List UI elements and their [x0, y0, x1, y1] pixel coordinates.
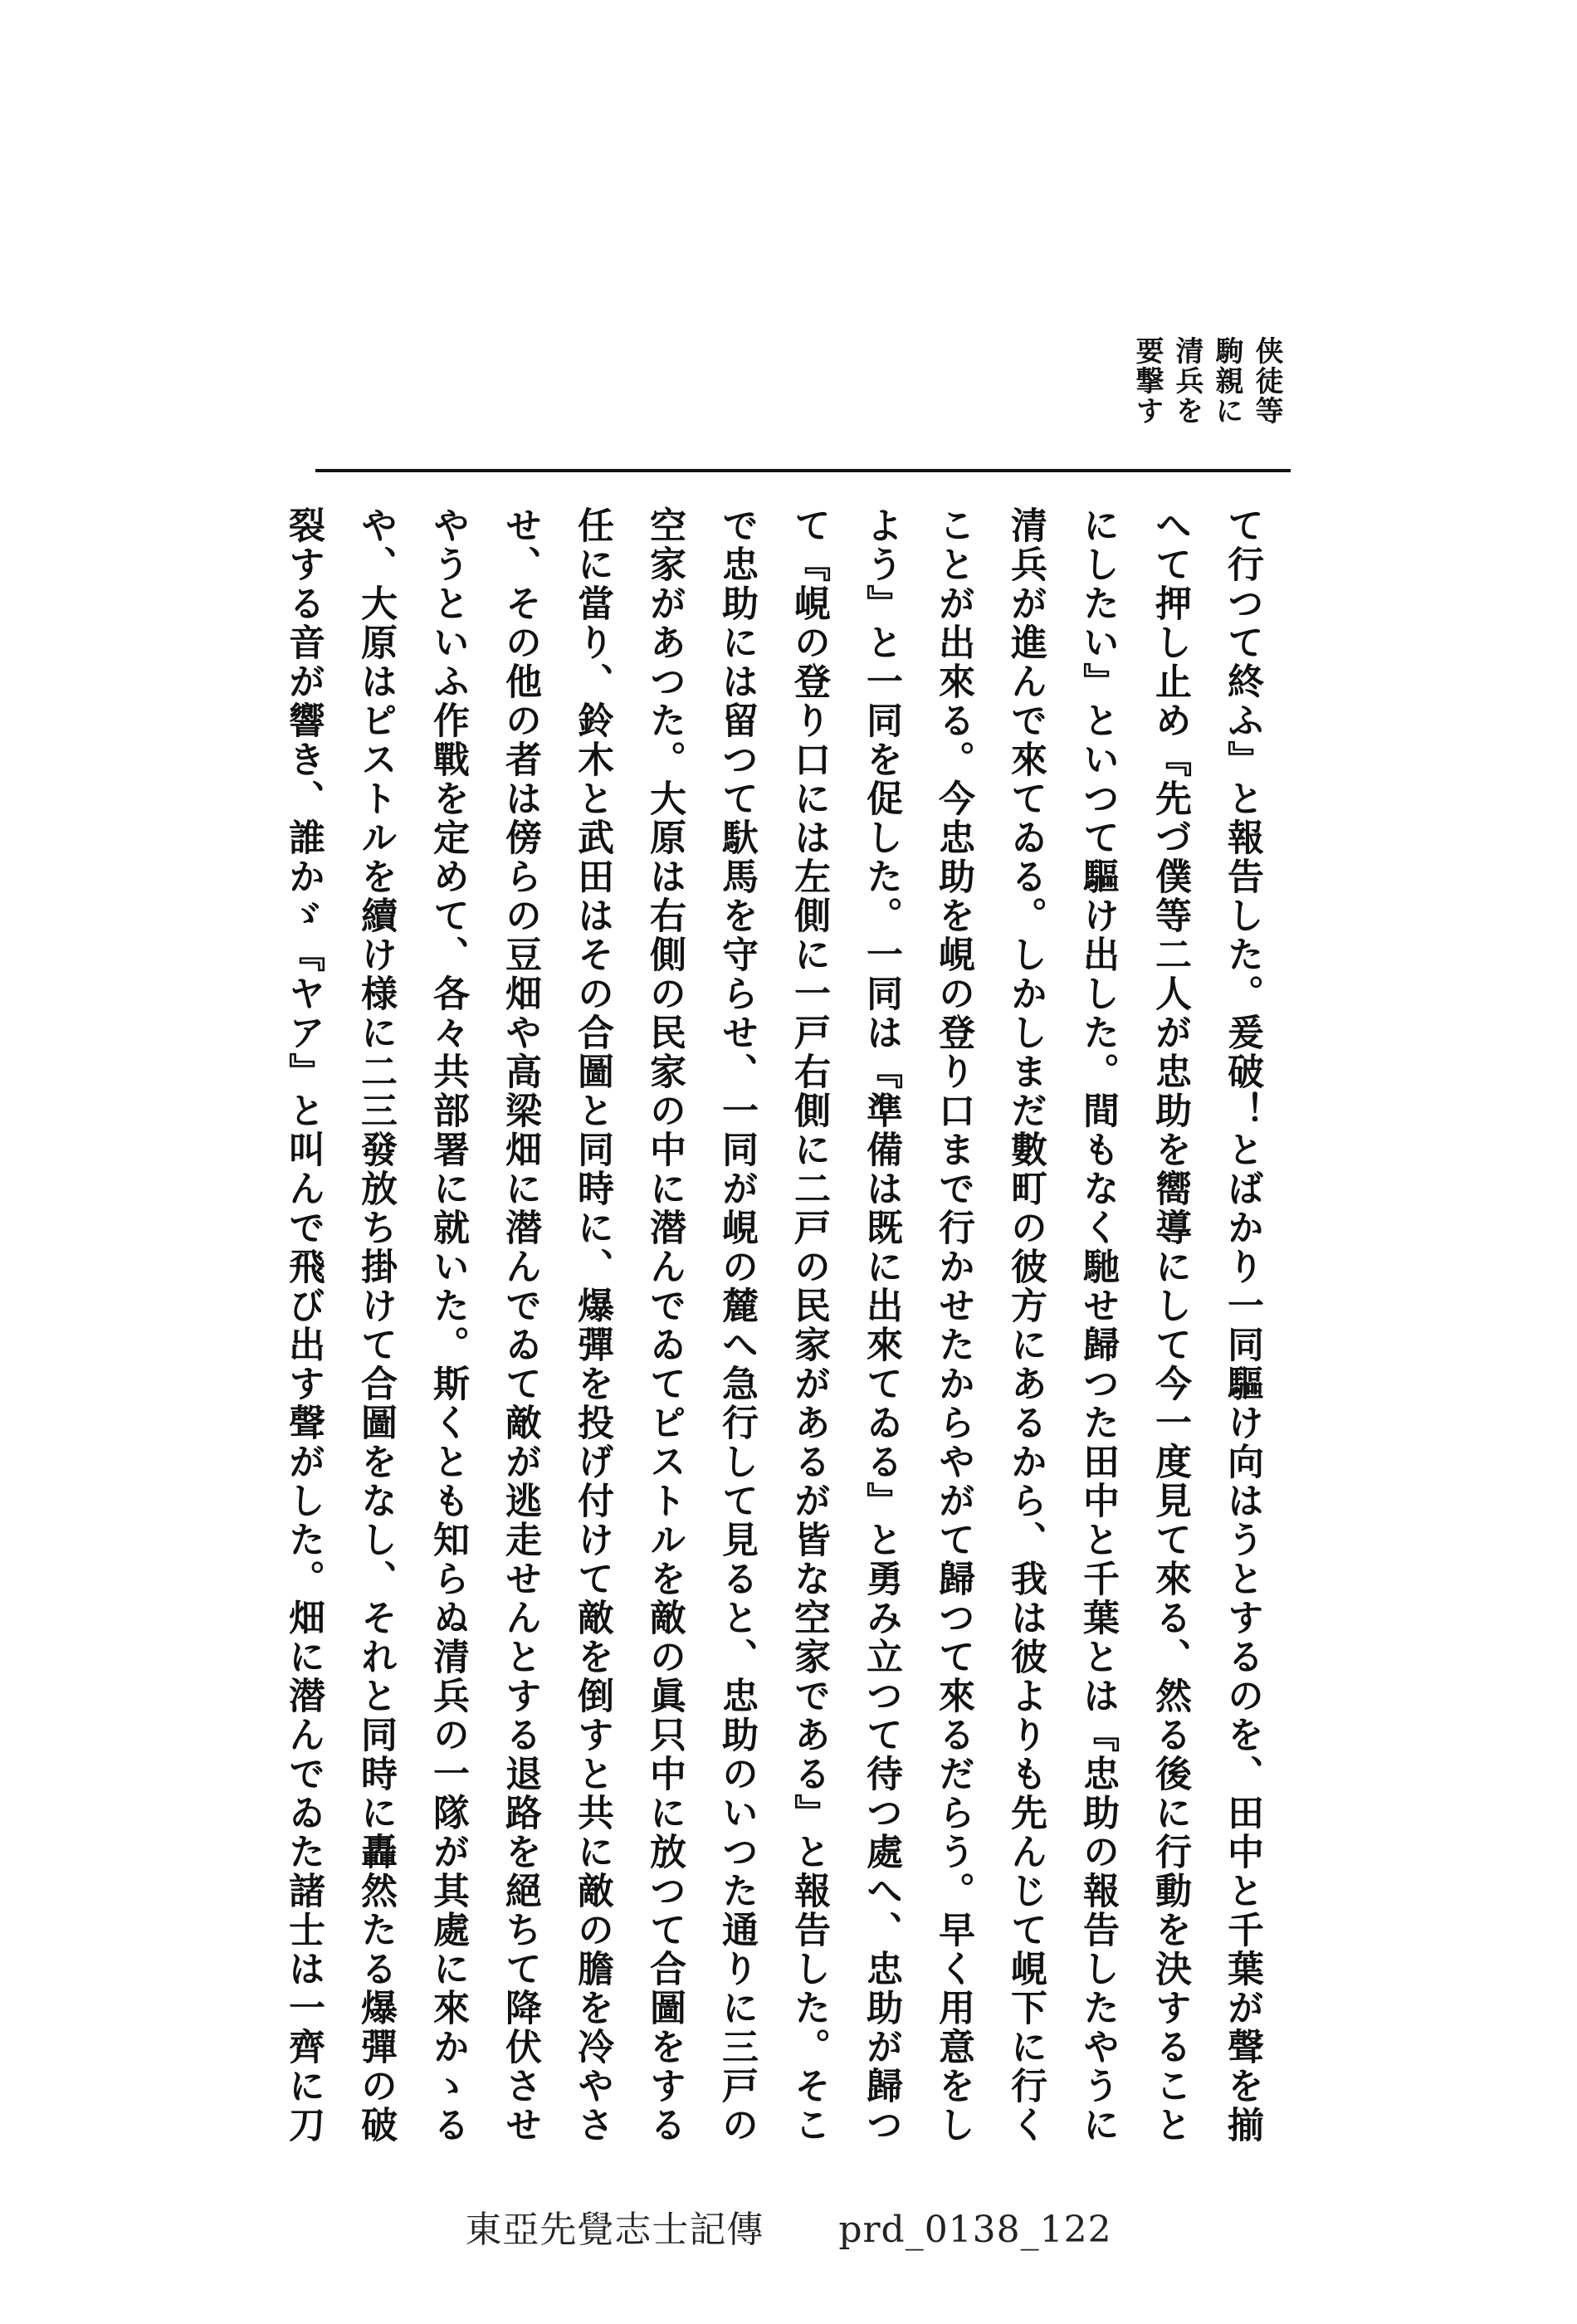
text-column: や、大原はピストルを續け様に二三發放ち掛けて合圖をなし、それと同時に轟然たる爆彈の破 [354, 506, 397, 2145]
text-column: よう』と一同を促した。一同は『準備は既に出來てゐる』と勇み立つて待つ處へ、忠助が歸つ [860, 506, 902, 2145]
text-column: へて押し止め『先づ僕等二人が忠助を嚮導にして今一度見て來る、然る後に行動を決すること [1149, 506, 1191, 2145]
text-column: ことが出來る。今忠助を峴の登り口まで行かせたからやがて歸つて來るだらう。早く用意をし [932, 506, 974, 2145]
text-column: て行つて終ふ』と報告した。爰破！とばかり一同驅け向はうとするのを、田中と千葉が聲を揃 [1221, 506, 1263, 2145]
text-column: 任に當り、鈴木と武田はその合圖と同時に、爆彈を投げ付けて敵を倒すと共に敵の膽を冷やさ [571, 506, 613, 2145]
text-column: で忠助には留つて馱馬を守らせ、一同が峴の麓へ急行して見ると、忠助のいつた通りに三戸の [715, 506, 758, 2145]
text-column: にしたい』といつて驅け出した。間もなく馳せ歸つた田中と千葉とは『忠助の報告したやうに [1077, 506, 1119, 2145]
body-text [282, 506, 1278, 2145]
page-caption: 東亞先覺志士記傳 prd_0138_122 [465, 2209, 1112, 2251]
text-column: せ、その他の者は傍らの豆畑や高梁畑に潜んでゐて敵が逃走せんとする退路を絕ちて降伏させ [499, 506, 541, 2145]
margin-headnote: 侠徒等駒親に清兵を要撃す [1130, 336, 1283, 426]
text-column: て『峴の登り口には左側に一戸右側に二戸の民家があるが皆な空家である』と報告した。そこ [788, 506, 830, 2145]
text-column: やうといふ作戰を定めて、各々共部署に就いた。斯くとも知らぬ清兵の一隊が其處に來かゝる [427, 506, 469, 2145]
text-column: 空家があつた。大原は右側の民家の中に潜んでゐてピストルを敵の眞只中に放つて合圖をする [643, 506, 686, 2145]
text-column: 裂する音が響き、誰かゞ『ヤア』と叫んで飛び出す聲がした。畑に潜んでゐた諸士は一齊に刀 [282, 506, 325, 2145]
text-column: 清兵が進んで來てゐる。しかしまだ數町の彼方にあるから、我は彼よりも先んじて峴下に行く [1004, 506, 1047, 2145]
header-rule [315, 469, 1291, 472]
